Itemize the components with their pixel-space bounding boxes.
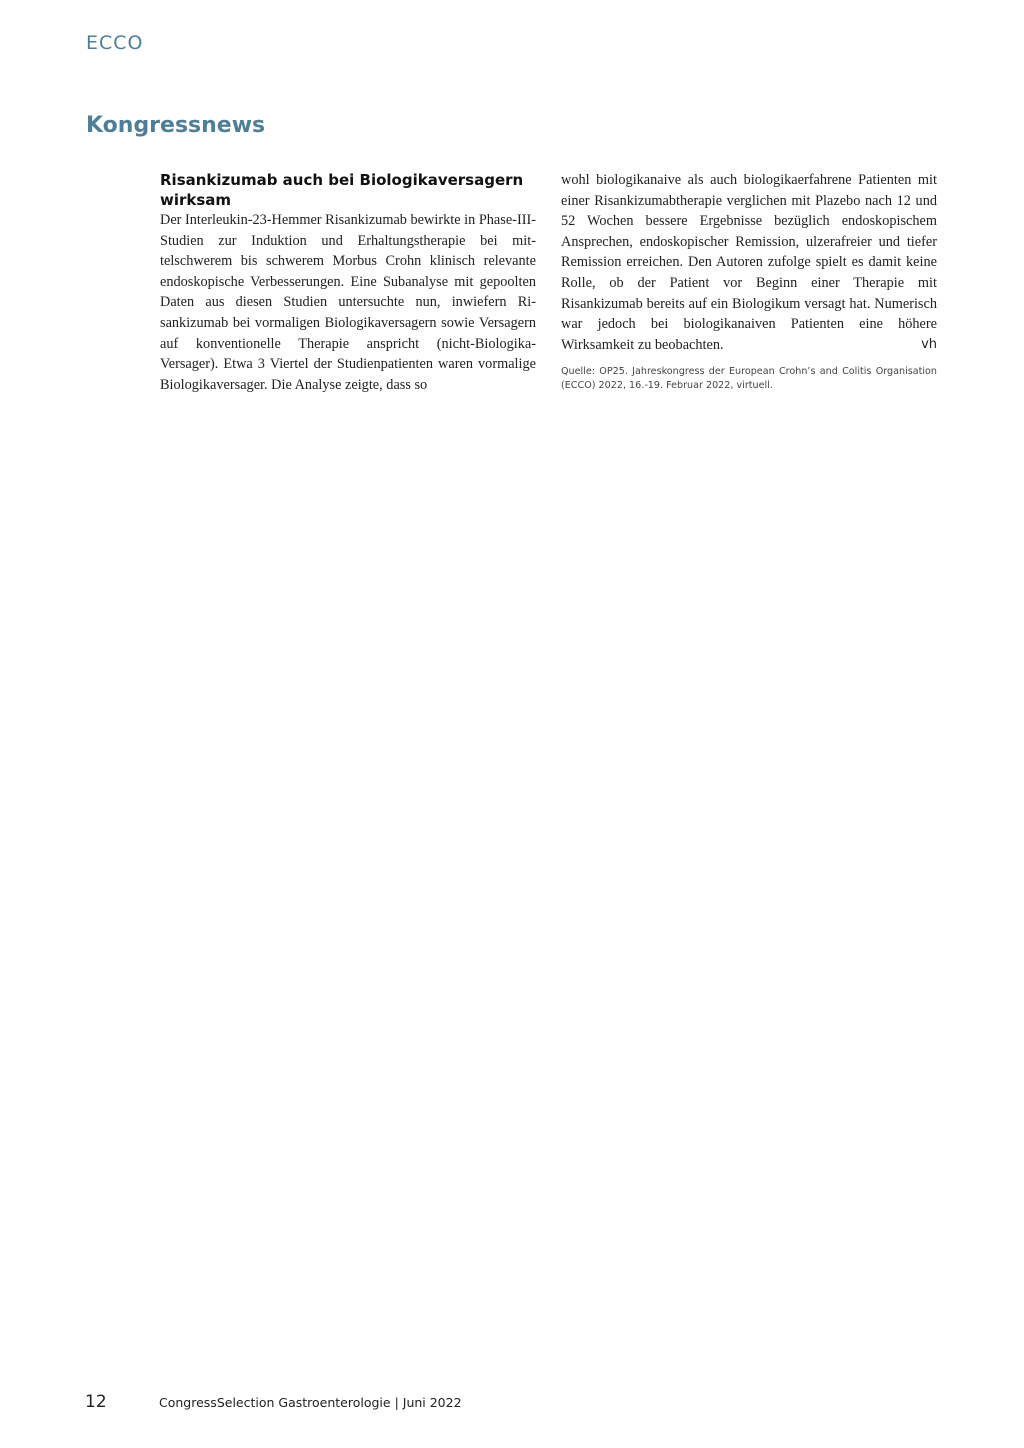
page-heading: Kongressnews bbox=[86, 113, 266, 138]
article-body-left: Der Interleukin-23-Hemmer Risankizumab bewirkte in Phase-III-Studien zur Induktion und Erhaltungstherapie bei mittelschwerem bis schwerem Morbus Crohn klinisch relevante endoskopische Verbesserungen. Eine Subanalyse mit gepoolten Daten aus diesen Studien untersuchte nun, inwiefern Risankizumab bei vormaligen Biologikaversagern sowie Versagern auf konventionelle Therapie anspricht (nicht-Biologika-Versager). Etwa 3 Viertel der Studienpatienten waren vormalige Biologikaversager. Die Analyse zeigte, dass so bbox=[160, 212, 536, 393]
author-initials: vh bbox=[921, 336, 937, 352]
publication-info: CongressSelection Gastroenterologie | Juni 2022 bbox=[159, 1395, 462, 1410]
page-number: 12 bbox=[85, 1392, 107, 1412]
article-column-left bbox=[160, 170, 536, 395]
article-column-right bbox=[561, 170, 937, 395]
page-footer bbox=[85, 1392, 462, 1412]
article bbox=[160, 170, 937, 395]
section-label: ECCO bbox=[86, 32, 144, 54]
source-citation: Quelle: OP25. Jahreskongress der European Crohn’s and Colitis Organisation (ECCO) 2022, 16.-19. Februar 2022, virtuell. bbox=[561, 366, 937, 392]
article-body-right-text: wohl biologikanaive als auch biologikaerfahrene Patienten mit einer Risankizumabtherapie verglichen mit Plazebo nach 12 und 52 Wochen bessere Ergebnisse bezüglich endoskopischem Ansprechen, endoskopischer Remission, ulzerafreier und tiefer Remission erreichen. Den Autoren zufolge spielt es damit keine Rolle, ob der Patient vor Beginn einer Therapie mit Risankizumab bereits auf ein Biologikum versagt hat. Numerisch war jedoch bei biologikanaiven Patienten eine höhere Wirksamkeit zu beobachten. bbox=[561, 172, 937, 353]
article-body-right bbox=[561, 170, 937, 355]
article-title: Risankizumab auch bei Biologikaversagern wirksam bbox=[160, 171, 524, 209]
